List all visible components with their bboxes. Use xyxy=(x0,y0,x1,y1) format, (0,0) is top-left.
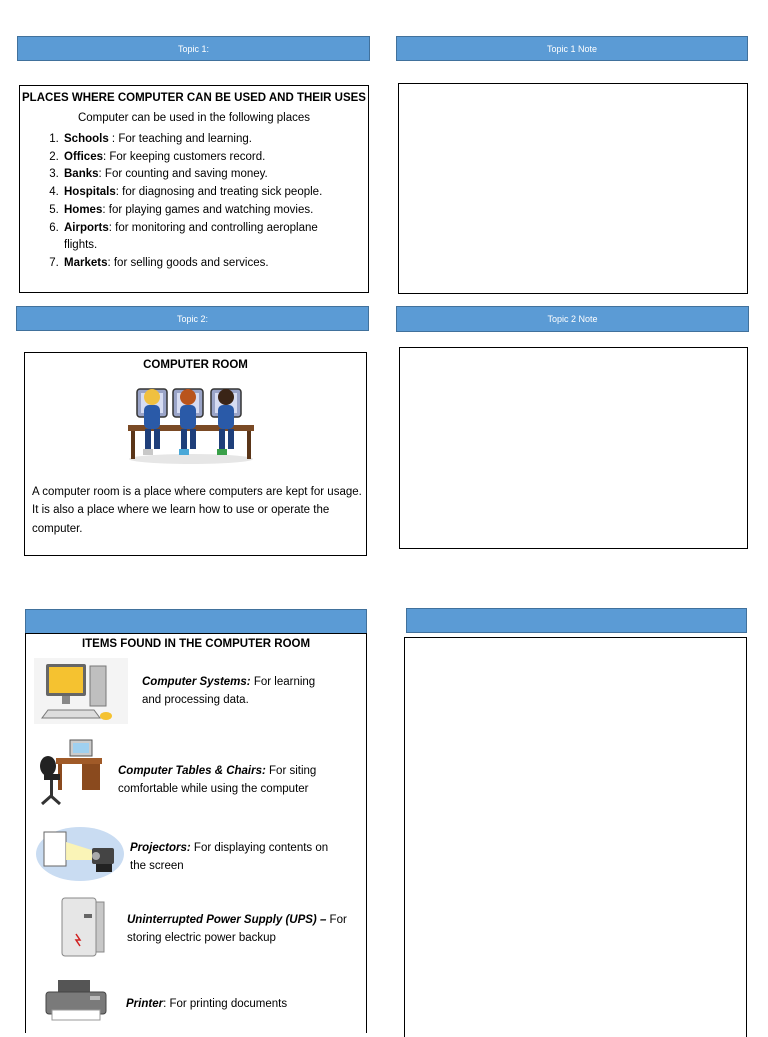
topic-2-note-label: Topic 2 Note xyxy=(547,314,598,324)
computer-table-chair-icon xyxy=(38,738,104,810)
ups-icon xyxy=(54,896,110,958)
topic-1-title: PLACES WHERE COMPUTER CAN BE USED AND THEIR USES xyxy=(22,92,366,104)
topic-1-bar-label: Topic 1: xyxy=(177,43,210,54)
topic-1-bar xyxy=(17,36,370,61)
places-list xyxy=(20,131,368,273)
list-item: 6. Airports: for monitoring and controlling aeroplane flights. xyxy=(62,220,368,255)
list-item: 2. Offices: For keeping customers record. xyxy=(62,149,368,167)
list-item: 7. Markets: for selling goods and services. xyxy=(62,255,368,273)
list-item: 3. Banks: For counting and saving money. xyxy=(62,166,368,184)
topic-1-note-label: Topic 1 Note xyxy=(546,43,598,54)
item-projectors: Projectors: For displaying contents on the screen xyxy=(130,842,329,872)
topic-2-content-box xyxy=(24,352,367,556)
topic-3-bar xyxy=(25,609,367,634)
topic-3-content-box xyxy=(25,633,367,1033)
list-item: 5. Homes: for playing games and watching movies. xyxy=(62,202,368,220)
topic-2-title: COMPUTER ROOM xyxy=(143,359,248,371)
computer-system-icon xyxy=(34,658,128,724)
topic-1-content-box xyxy=(19,85,369,293)
printer-icon xyxy=(42,978,110,1024)
computer-room-description: A computer room is a place where computers are kept for usage. It is also a place where we learn how to use or operate the computer. xyxy=(32,486,362,535)
topic-3-note-bar xyxy=(406,608,747,633)
topic-1-intro: Computer can be used in the following places xyxy=(77,112,311,124)
student-icon xyxy=(144,389,234,449)
topic-2-bar-label: Topic 2: xyxy=(176,313,209,324)
item-ups: Uninterrupted Power Supply (UPS) – For storing electric power backup xyxy=(127,914,347,944)
topic-1-note-box[interactable] xyxy=(398,83,748,294)
topic-2-note-bar xyxy=(396,306,749,332)
topic-1-note-bar xyxy=(396,36,748,61)
computer-room-illustration xyxy=(123,385,259,465)
list-item: 1. Schools : For teaching and learning. xyxy=(62,131,368,149)
topic-2-bar xyxy=(16,306,369,331)
topic-2-note-box[interactable] xyxy=(399,347,748,549)
item-printer: Printer: For printing documents xyxy=(126,998,288,1010)
item-computer-systems: Computer Systems: For learning and processing data. xyxy=(142,676,316,706)
projector-icon xyxy=(36,826,124,882)
list-item: 4. Hospitals: for diagnosing and treating sick people. xyxy=(62,184,368,202)
topic-3-note-box[interactable] xyxy=(404,637,747,1037)
item-computer-tables-chairs: Computer Tables & Chairs: For siting comfortable while using the computer xyxy=(118,765,317,795)
topic-3-title: ITEMS FOUND IN THE COMPUTER ROOM xyxy=(81,638,311,650)
